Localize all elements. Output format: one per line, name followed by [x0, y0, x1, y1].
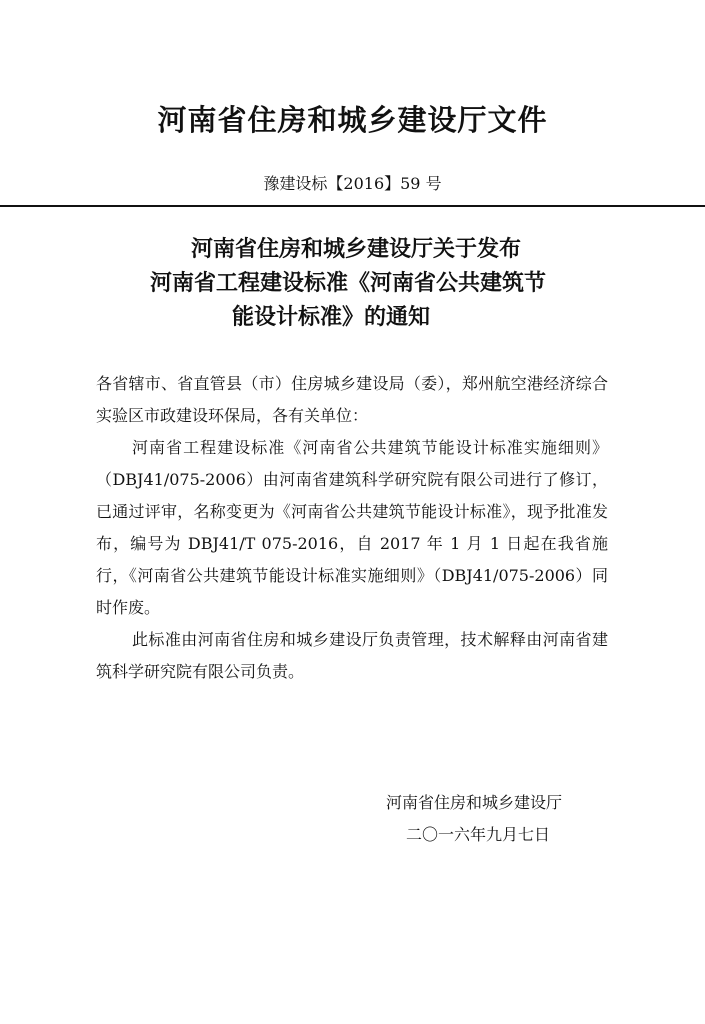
document-number: 豫建设标【2016】59 号 [263, 174, 442, 193]
body-paragraph-2: 此标准由河南省住房和城乡建设厅负责管理，技术解释由河南省建筑科学研究院有限公司负责。 [96, 630, 608, 681]
issuer-title: 河南省住房和城乡建设厅文件 [157, 103, 548, 137]
notice-title-line-1: 河南省住房和城乡建设厅关于发布 [191, 236, 522, 262]
salutation: 各省辖市、省直管县（市）住房城乡建设局（委），郑州航空港经济综合实验区市政建设环保局，各有关单位： [96, 374, 608, 425]
body-paragraph-1: 河南省工程建设标准《河南省公共建筑节能设计标准实施细则》（DBJ41/075-2006）由河南省建筑科学研究院有限公司进行了修订，已通过评审，名称变更为《河南省公共建筑节能设计标准》，现予批准发布，编号为 DBJ41/T 075-2016，自 2017 年 1 月 1 日起在我省施行，《河南省公共建筑节能设计标准实施细则》（DBJ41/075-2006）同时作废。 [96, 438, 608, 617]
notice-title-line-3: 能设计标准》的通知 [232, 304, 431, 330]
header-divider [0, 205, 705, 207]
notice-title-line-2: 河南省工程建设标准《河南省公共建筑节 [150, 270, 547, 296]
signature-organization: 河南省住房和城乡建设厅 [386, 793, 563, 812]
signature-date: 二〇一六年九月七日 [406, 825, 551, 844]
